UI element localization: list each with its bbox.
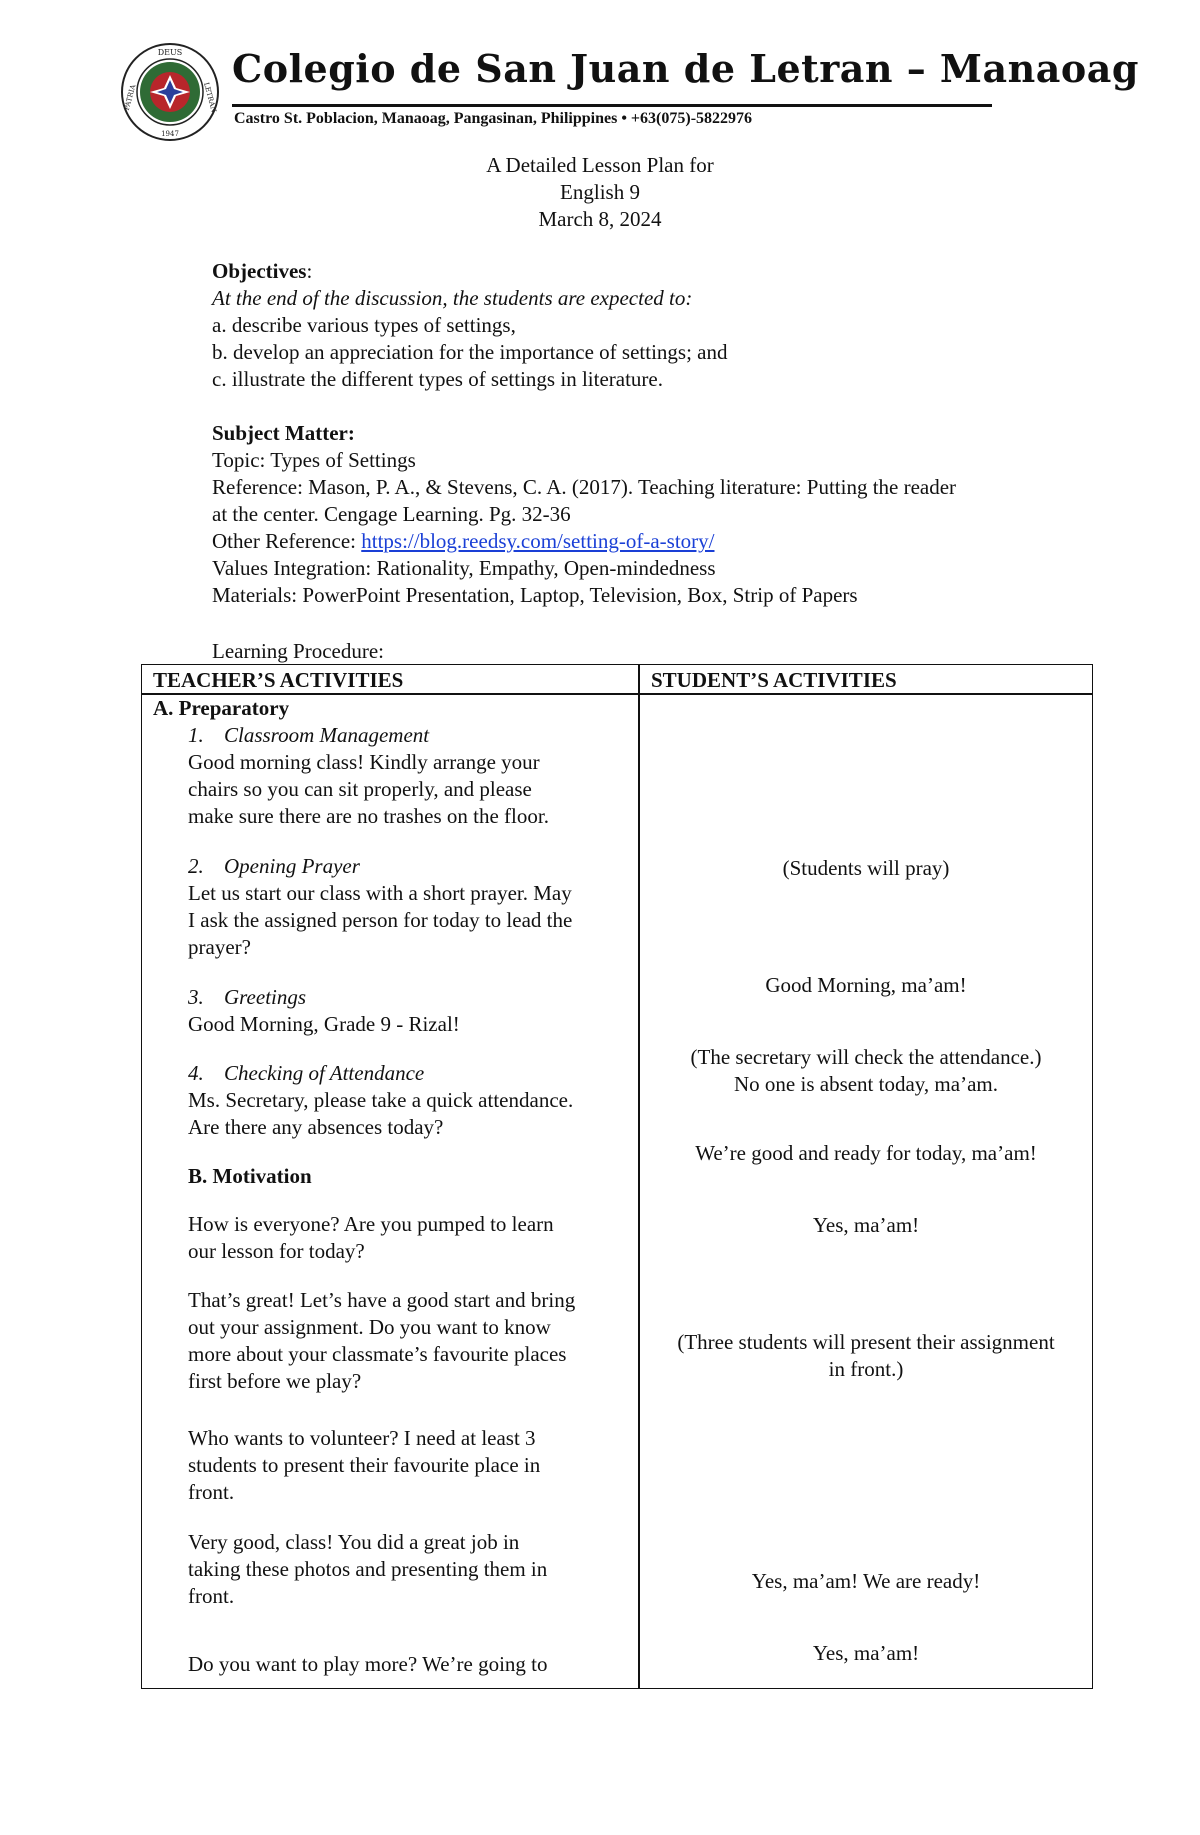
objectives-intro: At the end of the discussion, the students are expected to: — [212, 286, 693, 310]
svg-text:DEUS: DEUS — [157, 48, 183, 57]
learning-procedure-label: Learning Procedure: — [212, 639, 385, 663]
student-response-yes: Yes, ma’am! — [812, 1213, 920, 1237]
teacher-activities-header: TEACHER’S ACTIVITIES — [153, 668, 404, 692]
subject-matter-section — [212, 420, 956, 609]
objective-item: b. develop an appreciation for the importance of settings; and — [212, 340, 728, 364]
values-integration: Values Integration: Rationality, Empathy, Open-mindedness — [212, 556, 716, 580]
other-reference-link[interactable]: https://blog.reedsy.com/setting-of-a-story/ — [361, 529, 715, 553]
title-date: March 8, 2024 — [538, 207, 662, 231]
motivation-paragraph: Who wants to volunteer? I need at least 3 students to present their favourite place in front. — [188, 1426, 541, 1504]
student-response-ready: We’re good and ready for today, ma’am! — [695, 1141, 1037, 1165]
reference-line-2: at the center. Cengage Learning. Pg. 32-36 — [212, 502, 571, 526]
motivation-paragraph: Very good, class! You did a great job in taking these photos and presenting them in front. — [188, 1530, 548, 1608]
objectives-section — [212, 258, 728, 393]
student-response-ready-2: Yes, ma’am! We are ready! — [751, 1569, 981, 1593]
topic: Topic: Types of Settings — [212, 448, 416, 472]
step-opening-prayer: 2. Opening Prayer Let us start our class with a short prayer. May I ask the assigned person for today to lead the prayer? — [188, 854, 573, 959]
school-address: Castro St. Poblacion, Manaoag, Pangasinan, Philippines • +63(075)-5822976 — [234, 110, 753, 127]
reference-line-1: Reference: Mason, P. A., & Stevens, C. A. (2017). Teaching literature: Putting the reader — [212, 475, 957, 499]
header-divider — [232, 104, 992, 107]
step-classroom-management: 1. Classroom Management Good morning class! Kindly arrange your chairs so you can sit properly, and please make sure there are no trashes on the floor. — [188, 723, 549, 828]
motivation-paragraph: That’s great! Let’s have a good start and bring out your assignment. Do you want to know more about your classmate’s favourite places first before we play? — [188, 1288, 576, 1393]
school-name: Colegio de San Juan de Letran – Manaoag — [232, 46, 1139, 91]
step-greetings: 3. Greetings Good Morning, Grade 9 - Rizal! — [188, 985, 460, 1036]
activities-table — [141, 664, 1093, 1689]
svg-text:LETRAN: LETRAN — [202, 81, 218, 114]
title-line-1: A Detailed Lesson Plan for — [486, 153, 714, 177]
section-a-preparatory: A. Preparatory — [153, 696, 290, 720]
motivation-paragraph: How is everyone? Are you pumped to learn our lesson for today? — [188, 1212, 554, 1263]
other-reference: Other Reference: https://blog.reedsy.com/setting-of-a-story/ — [212, 529, 715, 553]
subject-matter-heading: Subject Matter: — [212, 421, 355, 445]
student-response-yes-2: Yes, ma’am! — [812, 1641, 920, 1665]
student-response-pray: (Students will pray) — [782, 856, 950, 880]
step-checking-attendance: 4. Checking of Attendance Ms. Secretary, please take a quick attendance. Are there any absences today? — [188, 1061, 574, 1139]
student-response-present: (Three students will present their assignment in front.) — [677, 1330, 1055, 1381]
lesson-plan-title — [0, 152, 1200, 233]
student-activities-header: STUDENT’S ACTIVITIES — [651, 668, 897, 692]
title-subject: English 9 — [560, 180, 640, 204]
table-column-divider — [638, 665, 640, 1688]
objectives-heading: Objectives: — [212, 259, 313, 283]
motivation-paragraph: Do you want to play more? We’re going to — [188, 1652, 548, 1676]
svg-text:PATRIA: PATRIA — [122, 83, 138, 112]
objective-item: c. illustrate the different types of settings in literature. — [212, 367, 663, 391]
svg-text:1947: 1947 — [161, 130, 179, 138]
student-response-greeting: Good Morning, ma’am! — [765, 973, 967, 997]
section-b-motivation: B. Motivation — [188, 1164, 312, 1188]
materials: Materials: PowerPoint Presentation, Laptop, Television, Box, Strip of Papers — [212, 583, 858, 607]
objective-item: a. describe various types of settings, — [212, 313, 516, 337]
student-response-attendance: (The secretary will check the attendance.) No one is absent today, ma’am. — [690, 1045, 1042, 1096]
school-seal-logo — [120, 42, 220, 142]
